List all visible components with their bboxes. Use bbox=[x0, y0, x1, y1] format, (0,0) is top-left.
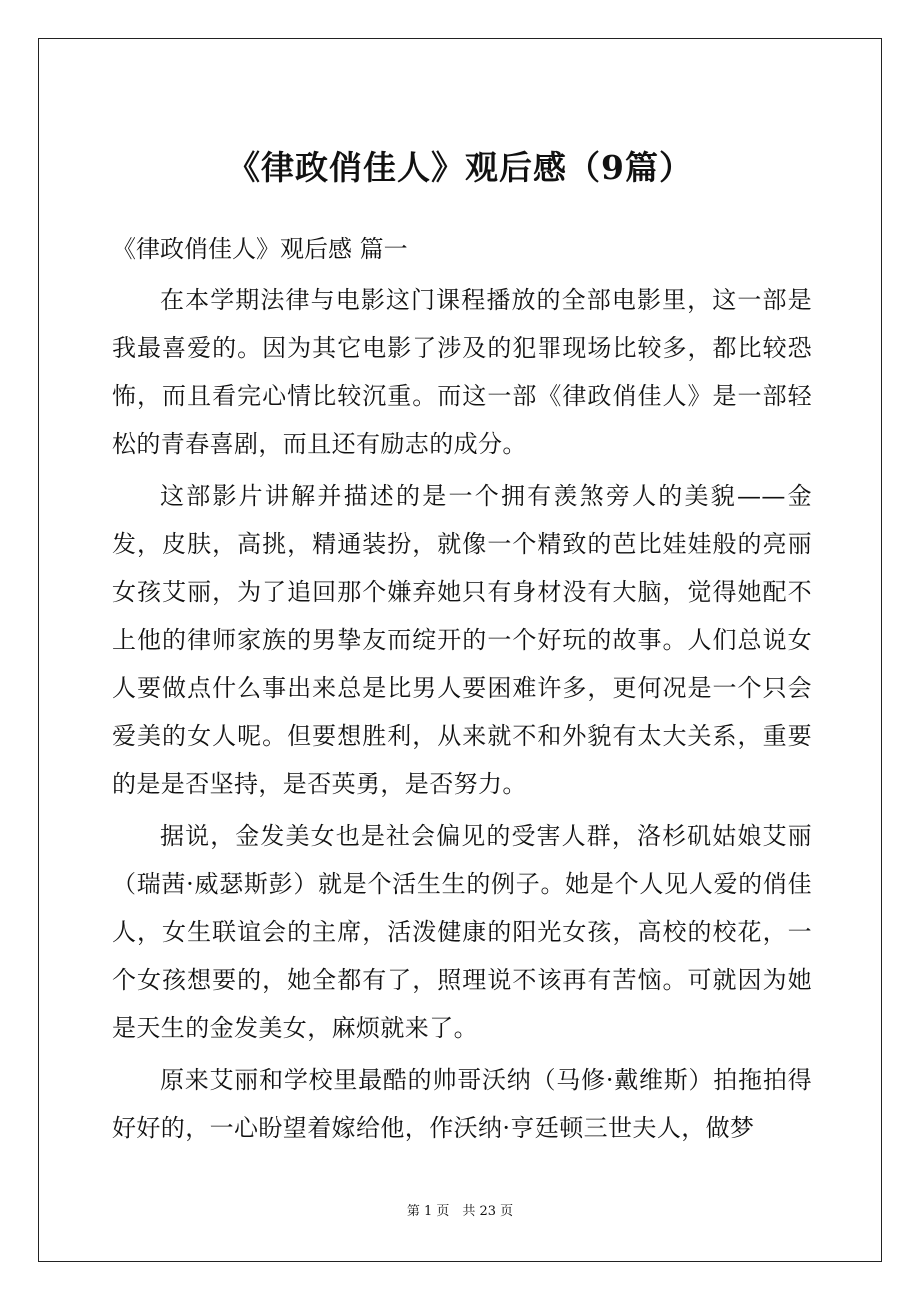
paragraph-4: 原来艾丽和学校里最酷的帅哥沃纳（马修·戴维斯）拍拖拍得好好的，一心盼望着嫁给他，作沃纳·亨廷顿三世夫人，做梦 bbox=[112, 1066, 812, 1142]
page-footer: 第 1 页 共 23 页 bbox=[406, 1204, 514, 1219]
paragraph-1: 在本学期法律与电影这门课程播放的全部电影里，这一部是我最喜爱的。因为其它电影了涉及的犯罪现场比较多，都比较恐怖，而且看完心情比较沉重。而这一部《律政俏佳人》是一部轻松的青春喜剧，而且还有励志的成分。 bbox=[112, 286, 812, 458]
section-heading: 《律政俏佳人》观后感 篇一 bbox=[112, 235, 408, 263]
document-body bbox=[112, 226, 812, 1156]
paragraph-2: 这部影片讲解并描述的是一个拥有羡煞旁人的美貌——金发，皮肤，高挑，精通装扮，就像一个精致的芭比娃娃般的亮丽女孩艾丽，为了追回那个嫌弃她只有身材没有大脑，觉得她配不上他的律师家族的男挚友而绽开的一个好玩的故事。人们总说女人要做点什么事出来总是比男人要困难许多，更何况是一个只会爱美的女人呢。但要想胜利，从来就不和外貌有太大关系，重要的是是否坚持，是否英勇，是否努力。 bbox=[112, 482, 812, 798]
paragraph-3: 据说，金发美女也是社会偏见的受害人群，洛杉矶姑娘艾丽（瑞茜·威瑟斯彭）就是个活生生的例子。她是个人见人爱的俏佳人，女生联谊会的主席，活泼健康的阳光女孩，高校的校花，一个女孩想要的，她全都有了，照理说不该再有苦恼。可就因为她是天生的金发美女，麻烦就来了。 bbox=[112, 822, 812, 1042]
document-title: 《律政俏佳人》观后感（9篇） bbox=[227, 148, 693, 187]
